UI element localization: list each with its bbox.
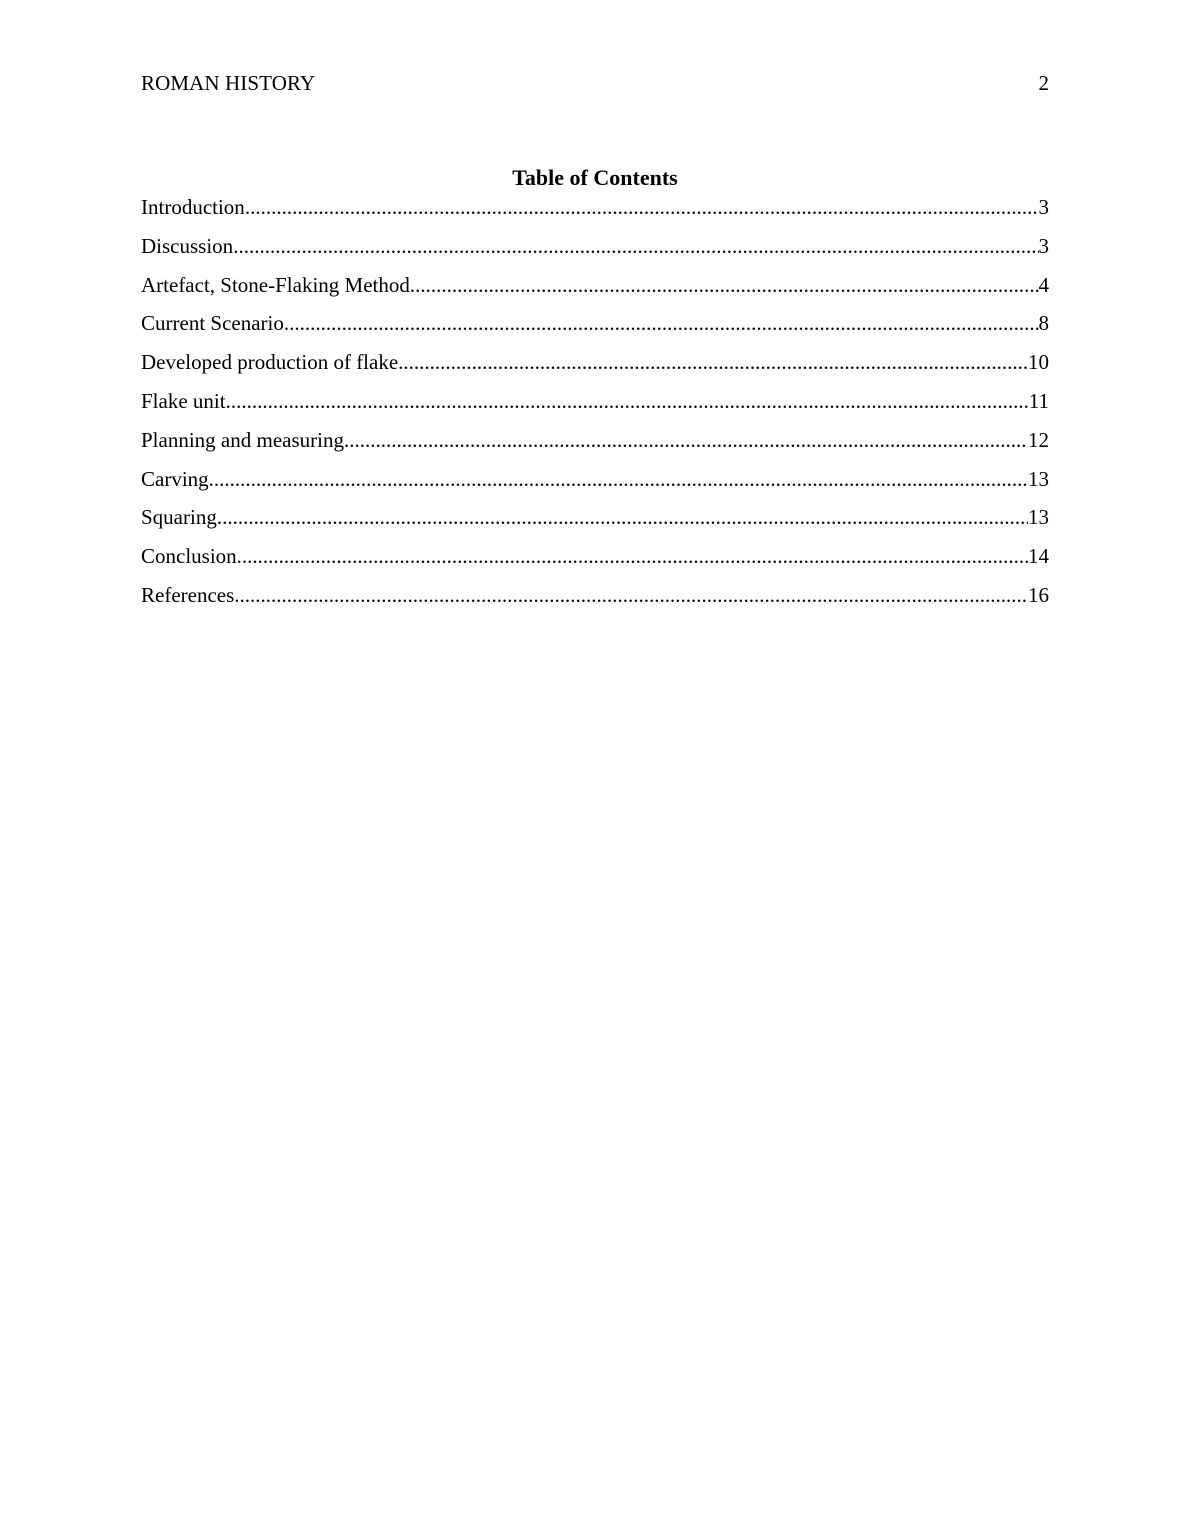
running-head: ROMAN HISTORY bbox=[141, 71, 316, 95]
toc-entry-developed-production[interactable] bbox=[141, 348, 1049, 387]
toc-entry-title: Conclusion bbox=[141, 544, 237, 569]
toc-dot-leader bbox=[410, 271, 1039, 299]
toc-entry-page: 4 bbox=[1038, 272, 1049, 297]
toc-dot-leader bbox=[284, 309, 1039, 337]
table-of-contents bbox=[141, 193, 1049, 620]
toc-entry-planning[interactable] bbox=[141, 426, 1049, 465]
toc-dot-leader bbox=[245, 193, 1039, 221]
toc-dot-leader bbox=[217, 503, 1028, 531]
toc-entry-title: Introduction bbox=[141, 195, 245, 219]
toc-entry-discussion[interactable] bbox=[141, 232, 1049, 271]
toc-dot-leader bbox=[209, 465, 1028, 493]
toc-entry-title: Discussion bbox=[141, 233, 234, 258]
toc-entry-title: Artefact, Stone-Flaking Method bbox=[141, 272, 410, 297]
toc-dot-leader bbox=[233, 232, 1038, 260]
toc-entry-page: 10 bbox=[1028, 350, 1049, 375]
toc-entry-page: 16 bbox=[1028, 582, 1049, 607]
toc-dot-leader bbox=[344, 426, 1028, 454]
toc-entry-title: Squaring bbox=[141, 505, 217, 530]
toc-entry-current-scenario[interactable] bbox=[141, 309, 1049, 348]
toc-entry-page: 3 bbox=[1038, 233, 1049, 258]
toc-entry-references[interactable] bbox=[141, 581, 1049, 620]
toc-entry-flake-unit[interactable] bbox=[141, 387, 1049, 426]
toc-dot-leader bbox=[226, 387, 1029, 415]
page-number: 2 bbox=[1038, 71, 1049, 95]
toc-entry-page: 11 bbox=[1028, 388, 1049, 413]
toc-entry-page: 13 bbox=[1028, 505, 1049, 530]
toc-entry-page: 8 bbox=[1038, 311, 1049, 336]
toc-entry-title: Flake unit bbox=[141, 388, 226, 413]
toc-entry-introduction[interactable] bbox=[141, 193, 1049, 232]
toc-entry-page: 13 bbox=[1028, 466, 1049, 491]
toc-entry-page: 14 bbox=[1028, 544, 1049, 569]
toc-entry-artefact[interactable] bbox=[141, 271, 1049, 310]
toc-entry-conclusion[interactable] bbox=[141, 542, 1049, 581]
toc-dot-leader bbox=[237, 542, 1028, 570]
toc-entry-page: 12 bbox=[1028, 427, 1049, 452]
toc-dot-leader bbox=[398, 348, 1028, 376]
toc-entry-page: 3 bbox=[1038, 195, 1049, 219]
toc-entry-carving[interactable] bbox=[141, 465, 1049, 504]
toc-entry-title: References bbox=[141, 582, 235, 607]
toc-entry-title: Carving bbox=[141, 466, 209, 491]
toc-entry-title: Developed production of flake bbox=[141, 350, 399, 375]
toc-entry-title: Planning and measuring bbox=[141, 427, 344, 452]
toc-dot-leader bbox=[234, 581, 1028, 609]
toc-entry-squaring[interactable] bbox=[141, 503, 1049, 542]
toc-title: Table of Contents bbox=[512, 165, 678, 190]
toc-entry-title: Current Scenario bbox=[141, 311, 284, 336]
